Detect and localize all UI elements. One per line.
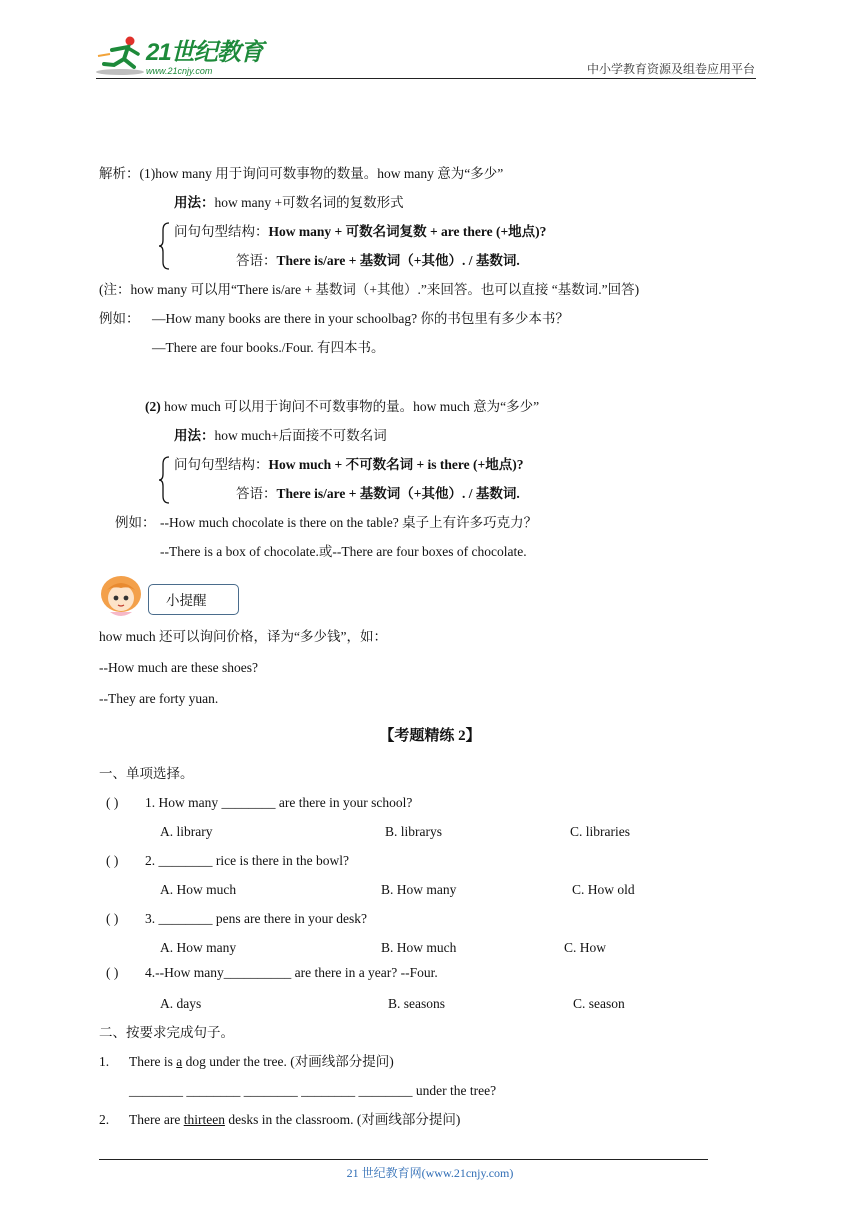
sentence-post: desks in the classroom. (对画线部分提问) — [224, 1112, 461, 1127]
option-c: C. libraries — [570, 824, 630, 839]
analysis-text: how many 用于询问可数事物的数量。how many 意为“多少” — [155, 166, 504, 181]
example-answer: —There are four books./Four. 有四本书。 — [152, 340, 385, 355]
answer-bracket[interactable]: ( ) — [106, 965, 119, 980]
answer-structure-label: 答语： — [236, 253, 277, 268]
usage-label: 用法： — [174, 428, 215, 443]
option-b: B. seasons — [388, 996, 445, 1011]
example-question: —How many books are there in your schoolbag? 你的书包里有多少本书？ — [152, 311, 569, 326]
answer-structure-formula: There is/are + 基数词（+其他）. / 基数词. — [276, 486, 520, 501]
question-structure — [174, 456, 523, 474]
example-label: 例如： — [99, 311, 140, 326]
analysis-number: (1) — [139, 166, 156, 181]
usage-label: 用法： — [174, 195, 215, 210]
option-b: B. How much — [381, 940, 457, 955]
answer-bracket[interactable]: ( ) — [106, 853, 119, 868]
analysis-label: 解析： — [99, 166, 140, 181]
left-brace-icon — [158, 222, 170, 270]
answer-bracket[interactable]: ( ) — [106, 911, 119, 926]
part2-number: (2) — [145, 399, 161, 414]
part2-intro — [145, 398, 539, 416]
usage-text: how many +可数名词的复数形式 — [214, 195, 404, 210]
analysis-intro — [99, 165, 503, 183]
reminder-line-1: how much 还可以询问价格，译为“多少钱”，如： — [99, 629, 387, 644]
part2-text: how much 可以用于询问不可数事物的量。how much 意为“多少” — [164, 399, 540, 414]
example-question: --How much chocolate is there on the table? 桌子上有许多巧克力？ — [160, 515, 538, 530]
underlined-word: a — [176, 1054, 183, 1069]
usage-line — [174, 427, 387, 445]
question-structure-formula: How many + 可数名词复数 + are there (+地点)? — [268, 224, 547, 239]
platform-name: 中小学教育资源及组卷应用平台 — [586, 62, 755, 76]
logo-text: 21世纪教育 — [146, 39, 263, 66]
item-number: 1. — [99, 1054, 110, 1069]
sentence-text — [129, 1111, 460, 1129]
option-a: A. library — [160, 824, 213, 839]
option-b: B. librarys — [385, 824, 442, 839]
question-structure-label: 问句句型结构： — [174, 457, 269, 472]
footer-link[interactable]: 21 世纪教育网(www.21cnjy.com) — [346, 1166, 514, 1180]
reminder-line-2: --How much are these shoes? — [99, 660, 258, 675]
left-brace-icon — [158, 456, 170, 504]
option-c: C. season — [573, 996, 625, 1011]
answer-structure — [236, 252, 520, 270]
answer-bracket[interactable]: ( ) — [106, 795, 119, 810]
sentence-text — [129, 1053, 394, 1071]
question-structure — [174, 223, 546, 241]
option-a: A. days — [160, 996, 202, 1011]
answer-structure-formula: There is/are + 基数词（+其他）. / 基数词. — [276, 253, 520, 268]
mcq-heading: 一、单项选择。 — [99, 766, 194, 781]
note-line: (注：how many 可以用“There is/are + 基数词（+其他）.”来回答。也可以直接 “基数词.”回答) — [99, 282, 640, 297]
girl-avatar-icon — [98, 574, 144, 620]
reminder-line-3: --They are forty yuan. — [99, 691, 219, 706]
sentence-pre: There is — [129, 1054, 177, 1069]
question-stem: 4.--How many__________ are there in a year? --Four. — [145, 965, 438, 980]
answer-blank-line[interactable]: ________ ________ ________ ________ ________ under the tree? — [129, 1083, 497, 1098]
complete-heading: 二、按要求完成句子。 — [99, 1025, 234, 1040]
example-label: 例如： — [115, 515, 156, 530]
example-answer: --There is a box of chocolate.或--There are four boxes of chocolate. — [160, 544, 527, 559]
logo-url: www.21cnjy.com — [146, 66, 213, 76]
reminder-label: 小提醒 — [166, 593, 207, 609]
question-stem: 1. How many ________ are there in your school? — [145, 795, 413, 810]
sentence-pre: There are — [129, 1112, 184, 1127]
answer-structure — [236, 485, 520, 503]
item-number: 2. — [99, 1112, 110, 1127]
option-c: C. How old — [572, 882, 635, 897]
underlined-word: thirteen — [183, 1112, 225, 1127]
usage-line — [174, 194, 404, 212]
footer-divider — [99, 1159, 708, 1160]
usage-text: how much+后面接不可数名词 — [214, 428, 387, 443]
option-a: A. How much — [160, 882, 237, 897]
sentence-post: dog under the tree. (对画线部分提问) — [182, 1054, 394, 1069]
question-structure-label: 问句句型结构： — [174, 224, 269, 239]
answer-structure-label: 答语： — [236, 486, 277, 501]
option-b: B. How many — [381, 882, 457, 897]
question-structure-formula: How much + 不可数名词 + is there (+地点)? — [268, 457, 524, 472]
question-stem: 2. ________ rice is there in the bowl? — [145, 853, 349, 868]
section-title: 【考题精练 2】 — [379, 728, 481, 744]
option-a: A. How many — [160, 940, 237, 955]
header-divider — [96, 78, 756, 79]
option-c: C. How — [564, 940, 607, 955]
question-stem: 3. ________ pens are there in your desk? — [145, 911, 367, 926]
